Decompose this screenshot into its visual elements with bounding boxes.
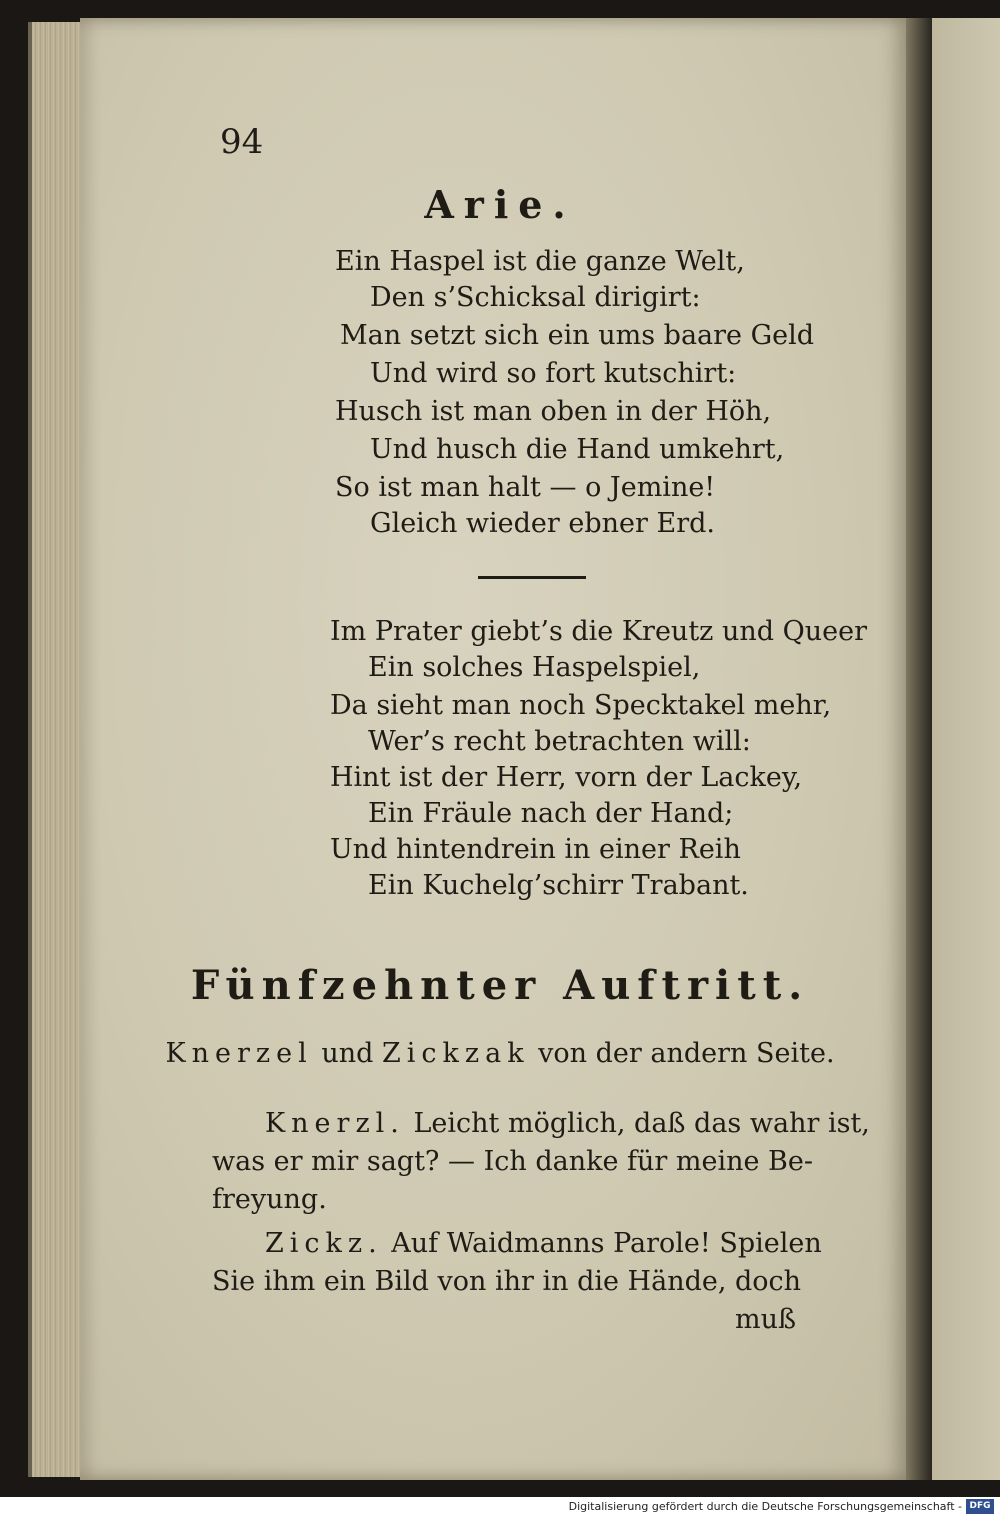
stanza1-line-8: Gleich wieder ebner Erd. (370, 508, 715, 539)
speech-knerzl-1: Leicht möglich, daß das wahr ist, (404, 1108, 870, 1139)
scene-title: Fünfzehnter Auftritt. (190, 962, 810, 1009)
scene-persons (0, 1038, 1000, 1069)
stanza2-line-2: Ein solches Haspelspiel, (368, 652, 701, 683)
dialogue-line-4 (265, 1228, 822, 1259)
stanza2-line-1: Im Prater giebt’s die Kreutz und Queer (330, 616, 868, 647)
person-name-zickzak: Zickzak (382, 1038, 530, 1069)
stanza1-line-6: Und husch die Hand umkehrt, (370, 434, 785, 465)
book-gutter (906, 18, 932, 1480)
stanza2-line-3: Da sieht man noch Specktakel mehr, (330, 690, 832, 721)
stanza2-line-6: Ein Fräule nach der Hand; (368, 798, 734, 829)
catchword: muß (735, 1304, 797, 1335)
speaker-zickz: Zickz. (265, 1228, 383, 1259)
dialogue-line-3: freyung. (212, 1184, 327, 1215)
stanza1-line-3: Man setzt sich ein ums baare Geld (340, 320, 815, 351)
dfg-logo[interactable]: DFG (966, 1499, 994, 1514)
footer-credit: Digitalisierung gefördert durch die Deutsche Forschungsgemeinschaft - (568, 1500, 962, 1513)
person-name-knerzel: Knerzel (165, 1038, 313, 1069)
adjacent-page (932, 18, 1000, 1480)
page-number: 94 (220, 122, 264, 162)
section-divider (478, 576, 586, 579)
stanza1-line-4: Und wird so fort kutschirt: (370, 358, 737, 389)
stanza1-line-5: Husch ist man oben in der Höh, (335, 396, 772, 427)
stanza1-line-2: Den s’Schicksal dirigirt: (370, 282, 701, 313)
stanza2-line-4: Wer’s recht betrachten will: (368, 726, 751, 757)
stanza2-line-5: Hint ist der Herr, vorn der Lackey, (330, 762, 803, 793)
stanza2-line-8: Ein Kuchelg’schirr Trabant. (368, 870, 749, 901)
persons-connector: und (312, 1038, 382, 1069)
stanza2-line-7: Und hintendrein in einer Reih (330, 834, 741, 865)
speaker-knerzl: Knerzl. (265, 1108, 405, 1139)
speech-zickz-1: Auf Waidmanns Parole! Spielen (382, 1228, 822, 1259)
dialogue-line-1 (265, 1108, 870, 1139)
dialogue-line-2: was er mir sagt? — Ich danke für meine Be- (212, 1146, 814, 1177)
aria-title: Arie. (424, 182, 576, 227)
stanza1-line-7: So ist man halt — o Jemine! (335, 472, 716, 503)
footer-bar (0, 1497, 1000, 1517)
persons-stage-direction: von der andern Seite. (529, 1038, 835, 1069)
stanza1-line-1: Ein Haspel ist die ganze Welt, (335, 246, 745, 277)
dialogue-line-5: Sie ihm ein Bild von ihr in die Hände, doch (212, 1266, 802, 1297)
